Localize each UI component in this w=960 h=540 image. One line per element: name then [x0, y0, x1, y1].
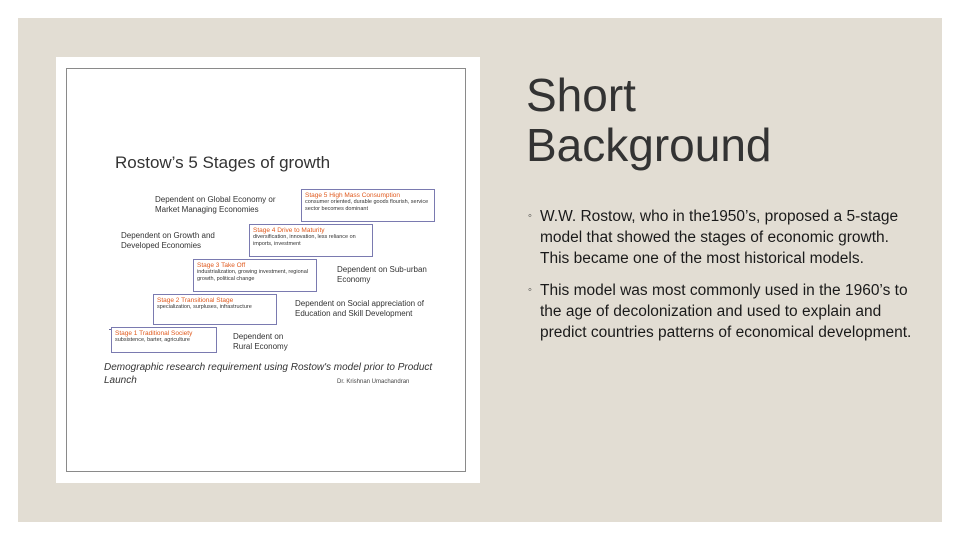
- bullet-marker-icon: ◦: [528, 284, 532, 296]
- stage-4-title: Stage 4 Drive to Maturity: [253, 227, 325, 234]
- slide-title-line-2: Background: [526, 119, 772, 171]
- stage-1-desc: subsistence, barter, agriculture: [115, 337, 190, 343]
- stage-4-desc: diversification, innovation, less reliance on imports, investment: [253, 234, 356, 247]
- stage-3-title: Stage 3 Take Off: [197, 262, 246, 269]
- bullet-text: W.W. Rostow, who in the1950’s, proposed a 5-stage model that showed the stages of economic growth. This became one of the most historical models.: [540, 208, 899, 267]
- stage-2-box: [153, 294, 277, 325]
- slide-title: [526, 70, 772, 170]
- diagram-title: Rostow’s 5 Stages of growth: [115, 153, 331, 172]
- dependency-label-1: Dependent on Rural Economy: [233, 332, 288, 351]
- bullet-list: [528, 206, 914, 354]
- diagram-caption: Demographic research requirement using Rostow's model prior to Product Launch: [104, 362, 433, 386]
- slide-title-line-1: Short: [526, 69, 636, 121]
- dependency-label-2: Dependent on Social appreciation of Education and Skill Development: [295, 299, 424, 318]
- bullet-item: [528, 280, 914, 343]
- dependency-label-5: Dependent on Global Economy or Market Managing Economies: [155, 195, 276, 214]
- stage-2-title: Stage 2 Transitional Stage: [157, 297, 234, 304]
- diagram-image: [66, 68, 466, 472]
- dependency-label-3: Dependent on Sub-urban Economy: [337, 265, 427, 284]
- dependency-label-4: Dependent on Growth and Developed Economies: [121, 231, 215, 250]
- slide: [18, 18, 942, 522]
- stage-4-box: [249, 224, 373, 257]
- bullet-item: [528, 206, 914, 269]
- bullet-text: This model was most commonly used in the 1960’s to the age of decolonization and used to explain and predict countries patterns of economical development.: [540, 282, 912, 341]
- stage-1-box: [111, 327, 217, 353]
- stage-5-title: Stage 5 High Mass Consumption: [305, 192, 401, 199]
- diagram-image-panel: [56, 57, 480, 483]
- stage-2-desc: specialization, surpluses, infrastructure: [157, 304, 252, 310]
- bullet-marker-icon: ◦: [528, 210, 532, 222]
- stage-3-box: [193, 259, 317, 292]
- stage-1-title: Stage 1 Traditional Society: [115, 330, 193, 337]
- stage-3-desc: industrialization, growing investment, regional growth, political change: [197, 269, 308, 282]
- stage-5-desc: consumer oriented, durable goods flourish, service sector becomes dominant: [305, 199, 429, 212]
- diagram-author: Dr. Krishnan Umachandran: [337, 379, 410, 385]
- stage-5-box: [301, 189, 435, 222]
